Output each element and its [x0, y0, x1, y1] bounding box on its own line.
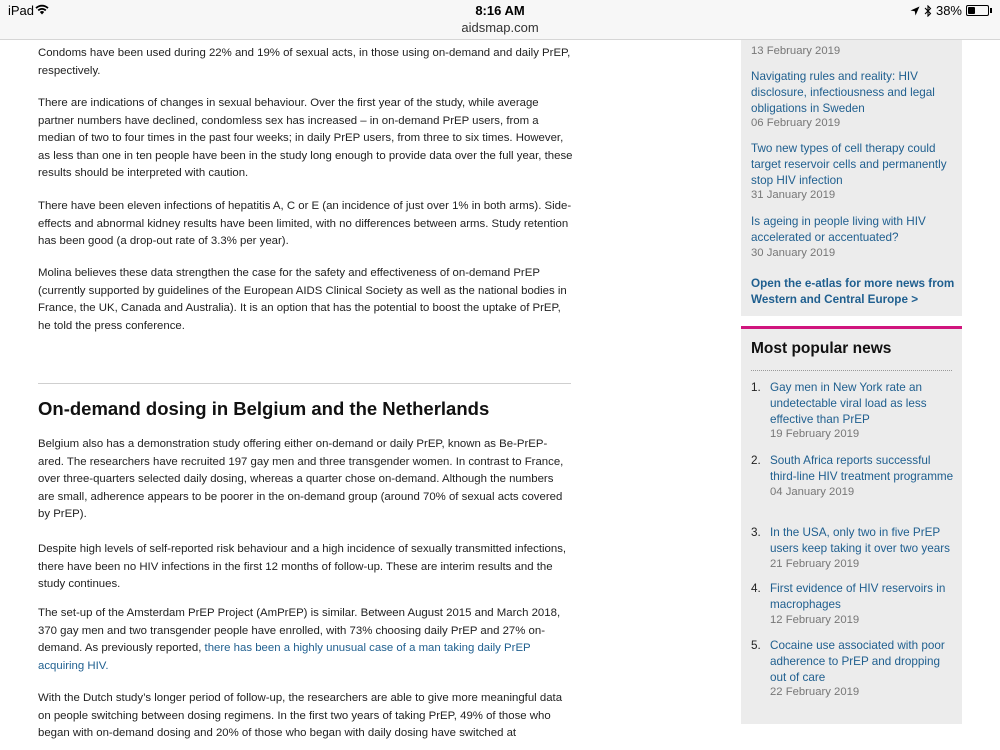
address-bar-url[interactable]: aidsmap.com — [461, 20, 539, 35]
article-paragraph: Despite high levels of self-reported risk behaviour and a high incidence of sexually transmitted infections, there have been no HIV infections in the first 12 months of follow-up. These are interim results and the study continues. — [38, 543, 567, 590]
news-link[interactable]: Two new types of cell therapy could target reservoir cells and permanently stop HIV infection — [751, 142, 947, 187]
news-date: 31 January 2019 — [751, 189, 836, 202]
news-item[interactable] — [751, 44, 956, 59]
rank-number: 1. — [751, 381, 761, 394]
popular-link[interactable]: In the USA, only two in five PrEP users keep taking it over two years — [770, 526, 950, 555]
popular-link[interactable]: Cocaine use associated with poor adherence to PrEP and dropping out of care — [770, 639, 945, 684]
section-heading: On-demand dosing in Belgium and the Netherlands — [38, 398, 490, 419]
battery-icon — [966, 5, 989, 16]
dotted-divider — [751, 370, 952, 371]
article-paragraph: Molina believes these data strengthen the case for the safety and effectiveness of on-demand PrEP (currently supported by guidelines of the European AIDS Clinical Society as well as the national bodies in France, the UK, Canada and Australia). It is an option that has the potential to boost the uptake of PrEP, he told the press conference. — [38, 267, 567, 332]
news-date: 13 February 2019 — [751, 45, 841, 57]
article-paragraph: There are indications of changes in sexual behaviour. Over the first year of the study, while average partner numbers have declined, condomless sex has increased – in on-demand PrEP users, from a median of two to four times in the past four weeks; in daily PrEP users, from three to six times. However, as less than one in ten people have been in the study long enough to provide data over the full year, these results should be interpreted with caution. — [38, 97, 573, 179]
status-bar — [0, 0, 1000, 40]
popular-heading: Most popular news — [751, 340, 892, 357]
clock: 8:16 AM — [475, 3, 525, 18]
section-divider — [38, 383, 571, 384]
article-paragraph: With the Dutch study’s longer period of follow-up, the researchers are able to give more meaningful data on people switching between dosing regimens. In the first two years of taking PrEP, 49% of those who began with on-demand dosing and 20% of those who began with daily dosing have switched at — [38, 692, 563, 739]
rank-number: 4. — [751, 582, 761, 595]
battery-percent: 38% — [935, 3, 962, 18]
popular-link[interactable]: Gay men in New York rate an undetectable viral load as less effective than PrEP — [770, 381, 927, 426]
news-date: 06 February 2019 — [751, 117, 841, 130]
rank-number: 3. — [751, 526, 761, 539]
news-item[interactable] — [751, 214, 956, 261]
location-arrow-icon — [910, 6, 920, 16]
news-item[interactable] — [751, 141, 956, 203]
news-date: 12 February 2019 — [770, 613, 860, 626]
article-paragraph — [38, 605, 573, 675]
article-paragraph: Belgium also has a demonstration study offering either on-demand or daily PrEP, known as Be-PrEP-ared. The researchers have recruited 197 gay men and three transgender women. In contrast to France, over three-quarters selected daily dosing, whereas a quarter chose on-demand. Although the numbers are small, adherence appears to be poorer in the on-demand group (around 70% of sexual acts covered by PrEP). — [38, 438, 564, 520]
paragraph-text: The set-up of the Amsterdam PrEP Project (AmPrEP) is similar. Between August 2015 and March 2018, 370 gay men and two transgender people have enrolled, with 73% choosing daily PrEP and 27% on-demand. As previously reported, — [38, 607, 561, 654]
news-date: 19 February 2019 — [770, 428, 860, 441]
most-popular-panel — [741, 326, 962, 724]
bluetooth-icon — [924, 5, 932, 17]
news-date: 04 January 2019 — [770, 485, 855, 498]
news-link[interactable]: Navigating rules and reality: HIV disclosure, infectiousness and legal obligations in Sweden — [751, 70, 935, 115]
popular-link[interactable]: South Africa reports successful third-line HIV treatment programme — [770, 454, 954, 483]
article-paragraph: There have been eleven infections of hepatitis A, C or E (an incidence of just over 1% in both arms). Side-effects and abnormal kidney results have been limited, with no differences between arms. Study retention has been good (a drop-out rate of 3.3% per year). — [38, 200, 572, 247]
rank-number: 2. — [751, 454, 761, 467]
article-paragraph: Condoms have been used during 22% and 19% of sexual acts, in those using on-demand and daily PrEP, respectively. — [38, 47, 571, 77]
device-name: iPad — [8, 3, 35, 18]
eatlas-link[interactable]: Open the e-atlas for more news from Western and Central Europe > — [751, 277, 955, 306]
news-date: 30 January 2019 — [751, 246, 836, 259]
related-article-link[interactable]: there has been a highly unusual case of a man taking daily PrEP acquiring HIV. — [38, 642, 531, 672]
regional-news-panel — [741, 40, 962, 316]
news-date: 22 February 2019 — [770, 686, 860, 699]
news-link[interactable]: Is ageing in people living with HIV accelerated or accentuated? — [751, 215, 926, 244]
news-date: 21 February 2019 — [770, 557, 860, 570]
news-item[interactable] — [751, 69, 956, 131]
popular-link[interactable]: First evidence of HIV reservoirs in macrophages — [770, 582, 946, 611]
rank-number: 5. — [751, 639, 761, 652]
